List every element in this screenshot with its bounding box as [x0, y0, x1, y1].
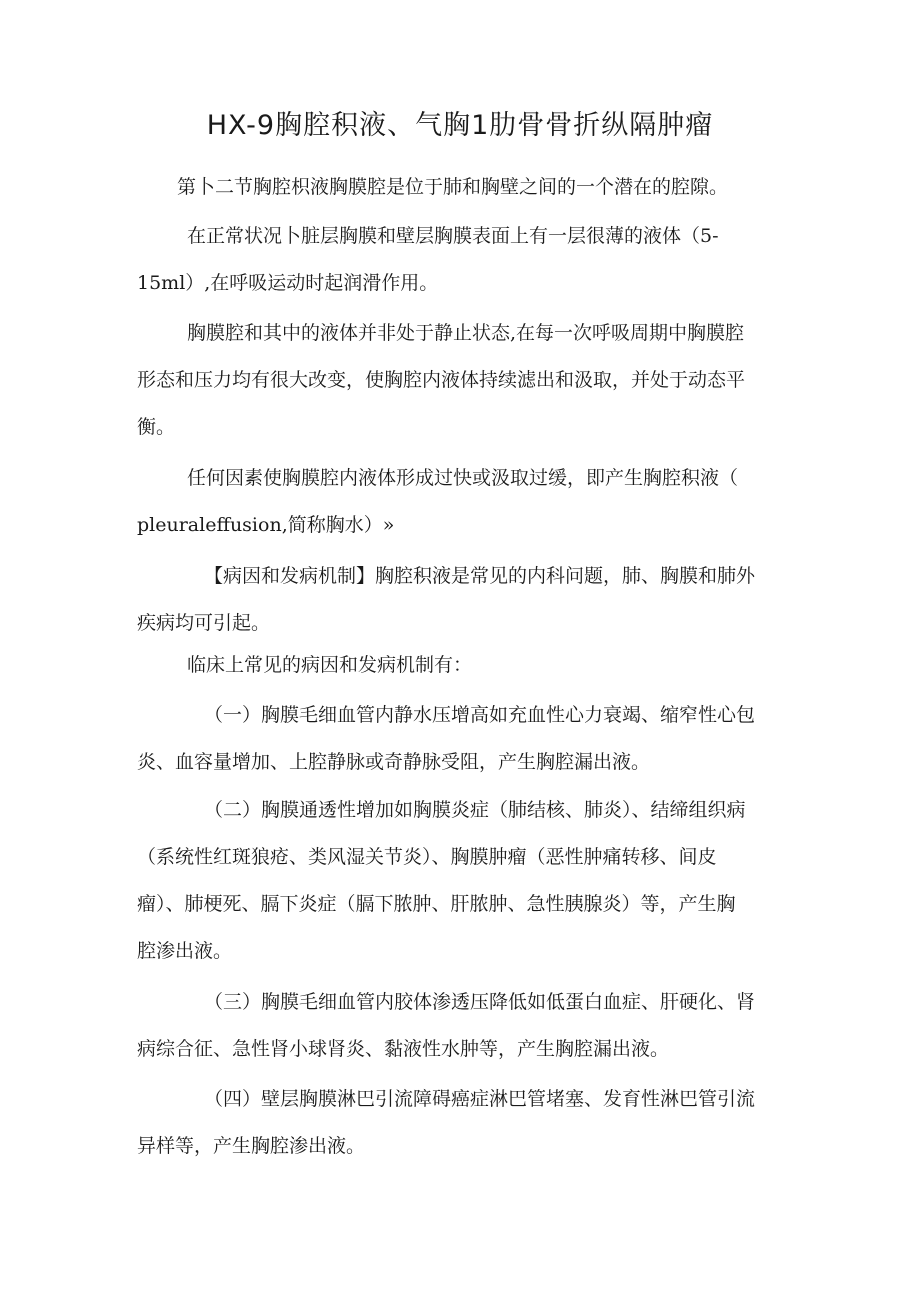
paragraph-line: 15ml）,在呼吸运动时起润滑作用。	[137, 272, 439, 294]
paragraph-line: （三）胸膜毛细血管内胶体渗透压降低如低蛋白血症、肝硬化、肾	[204, 991, 756, 1013]
paragraph-6	[137, 642, 787, 689]
paragraph-8	[137, 787, 787, 975]
paragraph-line: 胸膜腔和其中的液体并非处于静止状态,在每一次呼吸周期中胸膜腔	[187, 322, 745, 344]
paragraph-line: 第卜二节胸腔枳液胸膜腔是位于肺和胸壁之间的一个潜在的腔隙。	[177, 176, 729, 198]
paragraph-line: 病综合征、急性肾小球肾炎、黏液性水肿等，产生胸腔漏出液。	[137, 1038, 670, 1060]
paragraph-line: （二）胸膜通透性增加如胸膜炎症（肺结核、肺炎）、结缔组织病	[204, 799, 746, 821]
paragraph-4	[137, 455, 787, 549]
paragraph-line: 瘤）、肺梗死、膈下炎症（膈下脓肿、肝脓肿、急性胰腺炎）等，产生胸	[137, 893, 736, 915]
document-title: HX-9胸腔积液、气胸1肋骨骨折纵隔肿瘤	[206, 110, 714, 141]
paragraph-line: 临床上常见的病因和发病机制有：	[187, 654, 473, 676]
paragraph-line: 形态和压力均有很大改变，使胸腔内液体持续滤出和汲取，并处于动态平	[137, 369, 746, 391]
paragraph-10	[137, 1076, 787, 1170]
paragraph-line: 在正常状况卜脏层胸膜和壁层胸膜表面上有一层很薄的液体（5-	[187, 225, 719, 247]
paragraph-line: 腔渗出液。	[137, 940, 233, 962]
paragraph-9	[137, 979, 787, 1073]
paragraph-line: 异样等，产生胸腔渗出液。	[137, 1135, 366, 1157]
paragraph-line: 【病因和发病机制】胸腔积液是常见的内科问题，肺、胸膜和肺外	[204, 565, 756, 587]
paragraph-5	[137, 553, 787, 647]
paragraph-line: 衡。	[137, 416, 176, 438]
paragraph-3	[137, 310, 787, 451]
paragraph-line: （系统性红斑狼疮、类风湿关节炎）、胸膜肿瘤（恶性肿痛转移、间皮	[137, 846, 717, 868]
paragraph-2	[137, 213, 787, 307]
paragraph-line: 任何因素使胸膜腔内液体形成过快或汲取过缓，即产生胸腔积液（	[187, 467, 739, 489]
paragraph-1	[137, 164, 787, 211]
paragraph-7	[137, 692, 787, 786]
paragraph-line: （一）胸膜毛细血管内静水压增高如充血性心力衰竭、缩窄性心包	[204, 704, 756, 726]
paragraph-line: pleuraleffusion,简称胸水）»	[137, 514, 395, 536]
paragraph-line: 炎、血容量增加、上腔静脉或奇静脉受阻，产生胸腔漏出液。	[137, 751, 651, 773]
paragraph-line: （四）壁层胸膜淋巴引流障碍癌症淋巴管堵塞、发育性淋巴管引流	[204, 1088, 756, 1110]
paragraph-line: 疾病均可引起。	[137, 612, 271, 634]
